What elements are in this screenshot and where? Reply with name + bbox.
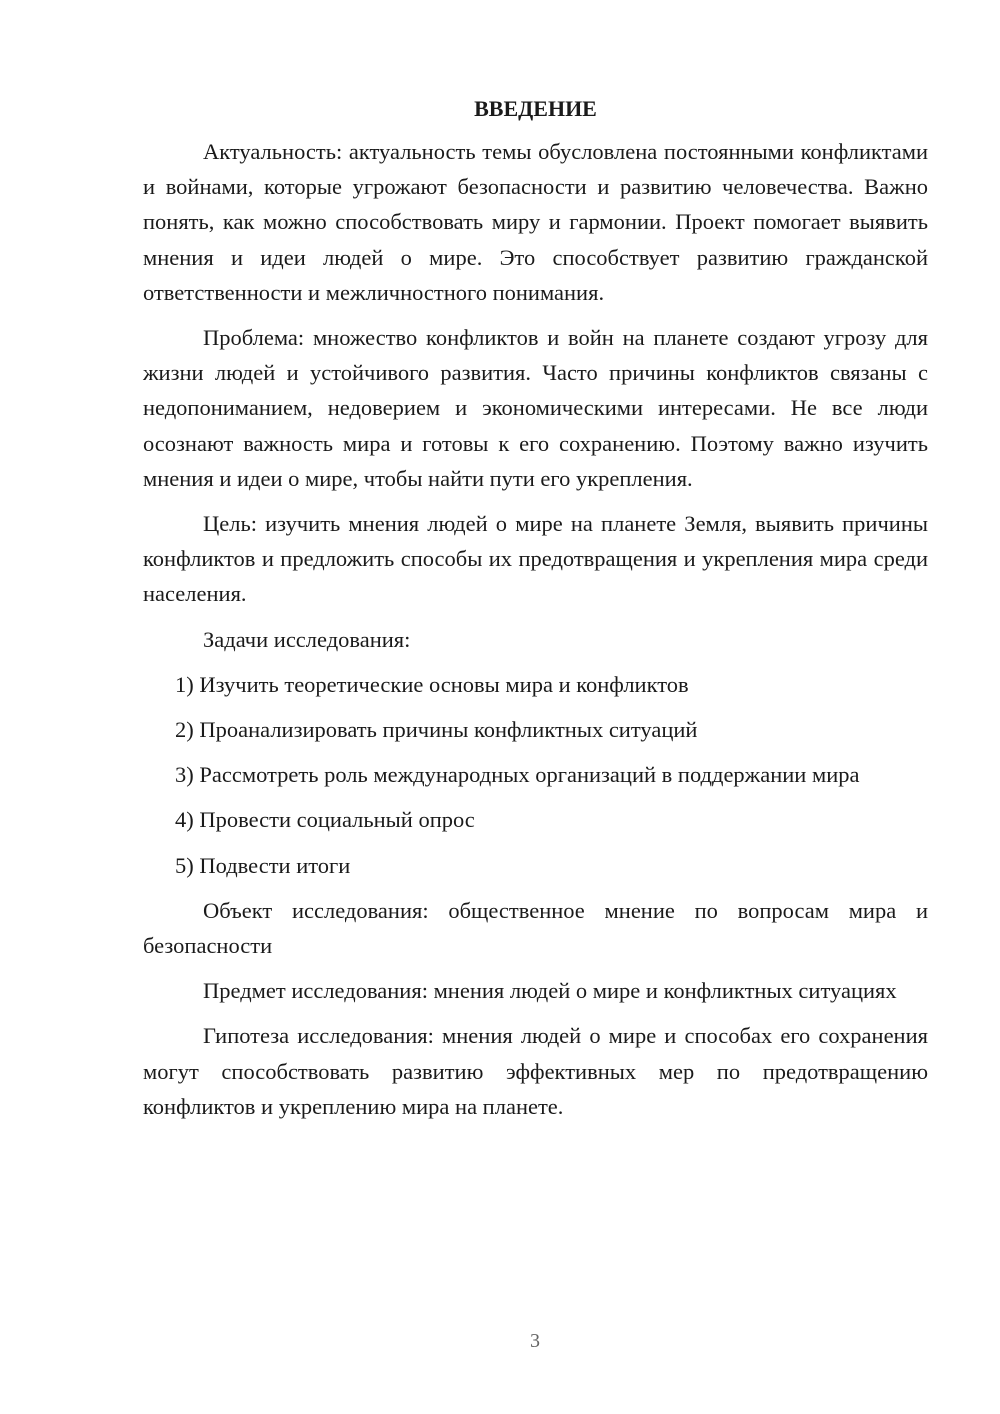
task-item-3: 3) Рассмотреть роль международных организаций в поддержании мира <box>175 762 860 788</box>
page-number: 3 <box>530 1330 540 1352</box>
paragraph-object: Объект исследования: общественное мнение по вопросам мира и безопасности <box>143 897 928 959</box>
task-item-2: 2) Проанализировать причины конфликтных ситуаций <box>175 717 698 743</box>
task-item-4: 4) Провести социальный опрос <box>175 807 475 833</box>
paragraph-goal: Цель: изучить мнения людей о мире на планете Земля, выявить причины конфликтов и предложить способы их предотвращения и укрепления мира среди населения. <box>143 511 928 607</box>
paragraph-hypothesis: Гипотеза исследования: мнения людей о мире и способах его сохранения могут способствовать развитию эффективных мер по предотвращению конфликтов и укреплению мира на планете. <box>143 1023 928 1119</box>
document-page <box>143 92 928 1134</box>
task-item-1: 1) Изучить теоретические основы мира и конфликтов <box>175 671 689 697</box>
task-item-5: 5) Подвести итоги <box>175 852 351 878</box>
paragraph-relevance: Актуальность: актуальность темы обусловлена постоянными конфликтами и войнами, которые угрожают безопасности и развитию человечества. Важно понять, как можно способствовать миру и гармонии. Проект помогает выявить мнения и идеи людей о мире. Это способствует развитию гражданской ответственности и межличностного понимания. <box>143 139 928 305</box>
paragraph-problem: Проблема: множество конфликтов и войн на планете создают угрозу для жизни людей и устойчивого развития. Часто причины конфликтов связаны с недопониманием, недоверием и экономическими интересами. Не все люди осознают важность мира и готовы к его сохранению. Поэтому важно изучить мнения и идеи о мире, чтобы найти пути его укрепления. <box>143 325 928 491</box>
paragraph-tasks-intro: Задачи исследования: <box>203 626 411 652</box>
section-heading: ВВЕДЕНИЕ <box>474 96 597 121</box>
paragraph-subject: Предмет исследования: мнения людей о мире и конфликтных ситуациях <box>203 978 897 1004</box>
